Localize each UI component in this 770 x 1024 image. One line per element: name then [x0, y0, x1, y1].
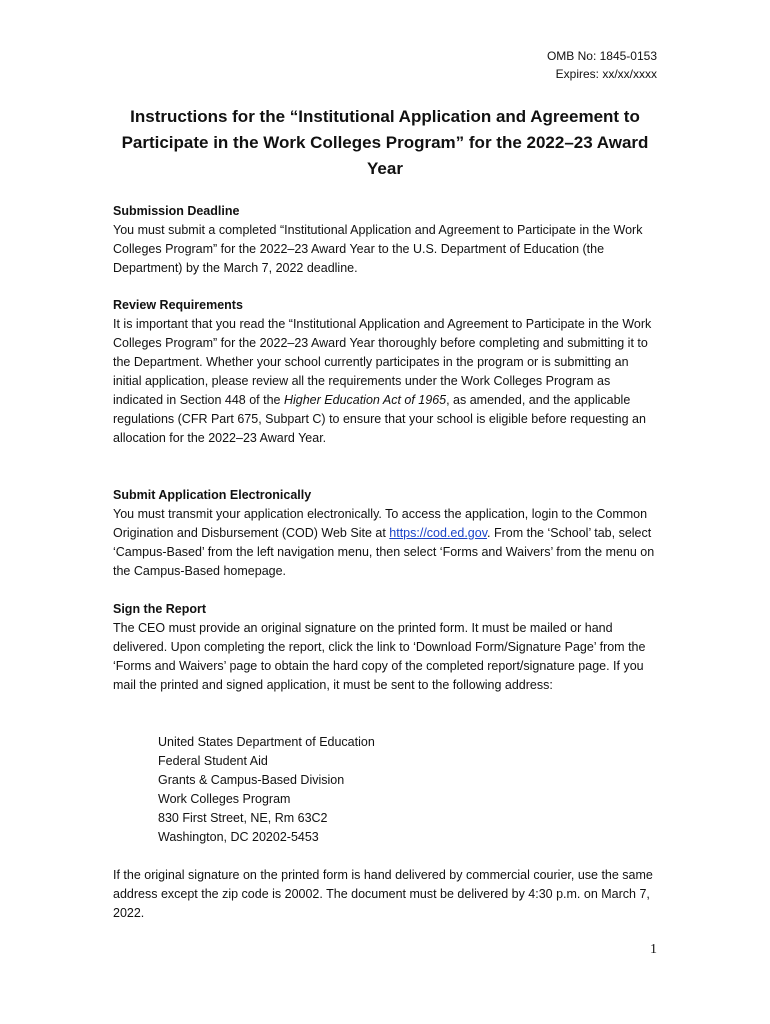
section-courier-note — [113, 866, 658, 923]
section-submission-deadline — [113, 202, 658, 278]
omb-expiration: Expires: xx/xx/xxxx — [555, 67, 657, 81]
section-body — [113, 315, 658, 448]
address-line: Washington, DC 20202-5453 — [158, 830, 319, 844]
address-line: 830 First Street, NE, Rm 63C2 — [158, 811, 328, 825]
address-line: Work Colleges Program — [158, 792, 291, 806]
act-title: Higher Education Act of 1965 — [283, 393, 447, 407]
address-line: United States Department of Education — [158, 735, 375, 749]
cod-website-link[interactable]: https://cod.ed.gov — [389, 526, 488, 540]
section-body: The CEO must provide an original signature on the printed form. It must be mailed or hand delivered. Upon completing the report, click the link to ‘Download Form/Signature Page’ from the ‘Forms and Waivers’ page to obtain the hard copy of the completed report/signature page. If you mail the printed and signed application, it must be sent to the following address: — [113, 621, 646, 692]
section-body: You must submit a completed “Institutional Application and Agreement to Participate in the Work Colleges Program” for the 2022–23 Award Year to the U.S. Department of Education (the Department) by the March 7, 2022 deadline. — [113, 223, 643, 275]
section-heading: Submit Application Electronically — [113, 488, 312, 502]
section-body — [113, 505, 658, 581]
page-number: 1 — [650, 942, 657, 957]
document-title: Instructions for the “Institutional Application and Agreement to Participate in the Work Colleges Program” for the 2022–23 Award Year — [121, 107, 649, 178]
section-body: If the original signature on the printed form is hand delivered by commercial courier, use the same address except the zip code is 20002. The document must be delivered by 4:30 p.m. on March 7, 2022. — [113, 868, 653, 920]
section-review-requirements — [113, 296, 658, 448]
omb-number: OMB No: 1845-0153 — [546, 49, 657, 63]
section-submit-electronically — [113, 486, 658, 581]
address-line: Grants & Campus-Based Division — [158, 773, 345, 787]
body-text: It is important that you read the “Institutional Application and Agreement to Participate in the Work Colleges Program” for the 2022–23 Award Year thoroughly before completing and submitting it to the Department. Whether your school currently participates in the program or is submitting an initial application, please review all the requirements under the Work Colleges Program as indicated in Section 448 of the — [113, 317, 652, 407]
omb-header — [547, 47, 657, 83]
body-text: . From the ‘School’ tab, select ‘Campus-Based’ from the left navigation menu, then select ‘Forms and Waivers’ from the menu on the Campus-Based homepage. — [113, 526, 655, 578]
mailing-address — [158, 733, 375, 847]
section-heading: Sign the Report — [113, 602, 207, 616]
section-heading: Submission Deadline — [113, 204, 240, 218]
body-text: , as amended, and the applicable regulations (CFR Part 675, Subpart C) to ensure that your school is eligible before requesting an allocation for the 2022–23 Award Year. — [113, 393, 646, 445]
address-line: Federal Student Aid — [158, 754, 268, 768]
section-heading: Review Requirements — [113, 298, 243, 312]
section-sign-report — [113, 600, 658, 695]
body-text: You must transmit your application electronically. To access the application, login to the Common Origination and Disbursement (COD) Web Site at — [113, 507, 648, 540]
